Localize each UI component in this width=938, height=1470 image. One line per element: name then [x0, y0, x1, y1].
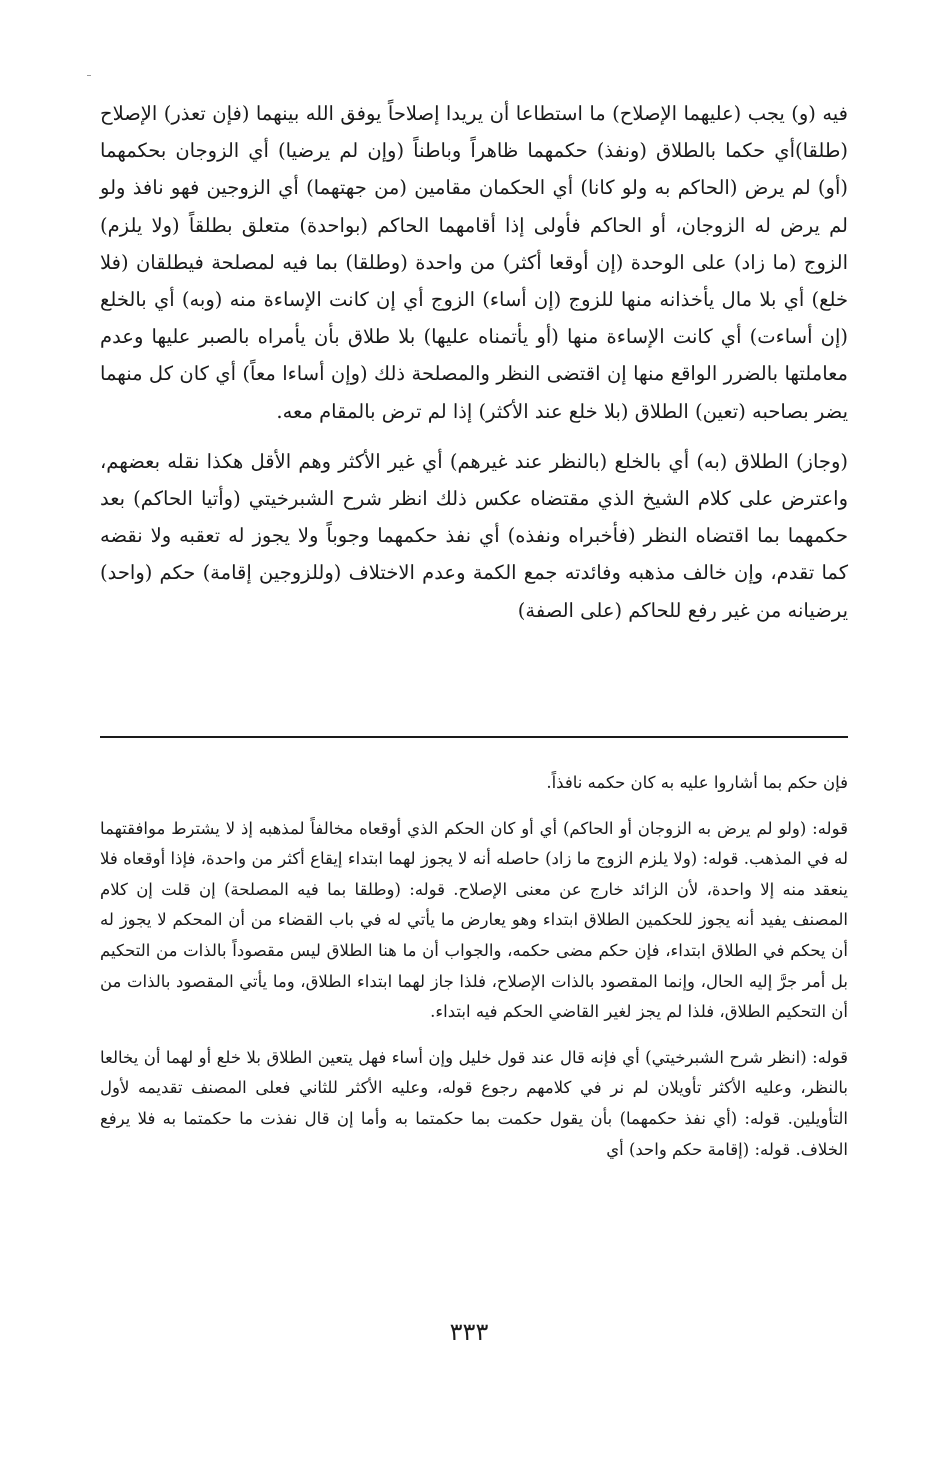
main-paragraph-1: فيه (و) يجب (عليهما الإصلاح) ما استطاعا أن يريدا إصلاحاً يوفق الله بينهما (فإن تعذر) الإصلاح (طلقا)أي حكما بالطلاق (ونفذ) حكمهما ظاهراً وباطناً (وإن لم يرضيا) أي الزوجان بحكمهما (أو) لم يرض (الحاكم به ولو كانا) أي الحكمان مقامين (من جهتهما) أي الزوجين فهو نافذ ولو لم يرض له الزوجان، أو الحاكم فأولى إذا أقامهما الحاكم (بواحدة) متعلق بطلقاً (ولا يلزم) الزوج (ما زاد) على الوحدة (إن أوقعا أكثر) من واحدة (وطلقا) بما فيه لمصلحة فيطلقان (فلا خلع) أي بلا مال يأخذانه منها للزوج (إن أساء) الزوج أي إن كانت الإساءة منه (وبه) أي بالخلع (إن أساءت) أي كانت الإساءة منها (أو يأتمناه عليها) بلا طلاق بأن يأمراه بالصبر عليها وعدم معاملتها بالضرر الواقع منها إن اقتضى النظر والمصلحة ذلك (وإن أساءا معاً) أي كان كل منهما يضر بصاحبه (تعين) الطلاق (بلا خلع عند الأكثر) إذا لم ترض بالمقام معه. [100, 102, 848, 423]
footnote-1: فإن حكم بما أشاروا عليه به كان حكمه نافذاً. [546, 773, 848, 792]
main-text-block [100, 95, 848, 629]
footnote-2: قوله: (ولو لم يرض به الزوجان أو الحاكم) أي أو كان الحكم الذي أوقعاه مخالفاً لمذهبه إذ لا يشترط موافقتهما له في المذهب. قوله: (ولا يلزم الزوج ما زاد) حاصله أنه لا يجوز لهما ابتداء إيقاع أكثر من واحدة، فإذا أوقعاه فلا ينعقد منه إلا واحدة، لأن الزائد خارج عن معنى الإصلاح. قوله: (وطلقا بما فيه المصلحة) إن قلت إن كلام المصنف يفيد أنه يجوز للحكمين الطلاق ابتداء وهو يعارض ما يأتي له في باب القضاء من أن المحكم لا يجوز له أن يحكم في الطلاق ابتداء، فإن حكم مضى حكمه، والجواب أن ما هنا الطلاق ليس مقصوداً بالذات من التحكيم بل أمر جرَّ إليه الحال، وإنما المقصود بالذات الإصلاح، فلذا جاز لهما ابتداء الطلاق، وما يأتي المقصود بالذات من أن التحكيم الطلاق، فلذا لم يجز لغير القاضي الحكم فيه ابتداء. [100, 818, 848, 1022]
main-paragraph-2: (وجاز) الطلاق (به) أي بالخلع (بالنظر عند غيرهم) أي غير الأكثر وهم الأقل هكذا نقله بعضهم، واعترض على كلام الشيخ الذي مقتضاه عكس ذلك انظر شرح الشبرخيتي (وأتيا الحاكم) بعد حكمهما بما اقتضاه النظر (فأخبراه ونفذه) أي نفذ حكمهما وجوباً ولا يجوز له تعقبه ولا نقضه كما تقدم، وإن خالف مذهبه وفائدته جمع الكمة وعدم الاختلاف (وللزوجين إقامة) حكم (واحد) يرضيانه من غير رفع للحاكم (على الصفة) [100, 449, 848, 622]
page-number: ٣٣٣ [449, 1318, 489, 1346]
scan-speck [87, 75, 91, 76]
footnote-3: قوله: (انظر شرح الشبرخيتي) أي فإنه قال عند قول خليل وإن أساء فهل يتعين الطلاق بلا خلع أو لهما أن يخالعا بالنظر، وعليه الأكثر تأويلان لم نر في كلامهم رجوع قوله، وعليه الأكثر للثاني فعلى المصنف تقديمه لأول التأويلين. قوله: (أي نفذ حكمهما) بأن يقول حكمت بما حكمتما به وأما إن قال نفذت ما حكمتما به فلا يرفع الخلاف. قوله: (إقامة حكم واحد) أي [100, 1047, 848, 1159]
footnotes-block [100, 768, 848, 1165]
footnote-divider [100, 736, 848, 738]
